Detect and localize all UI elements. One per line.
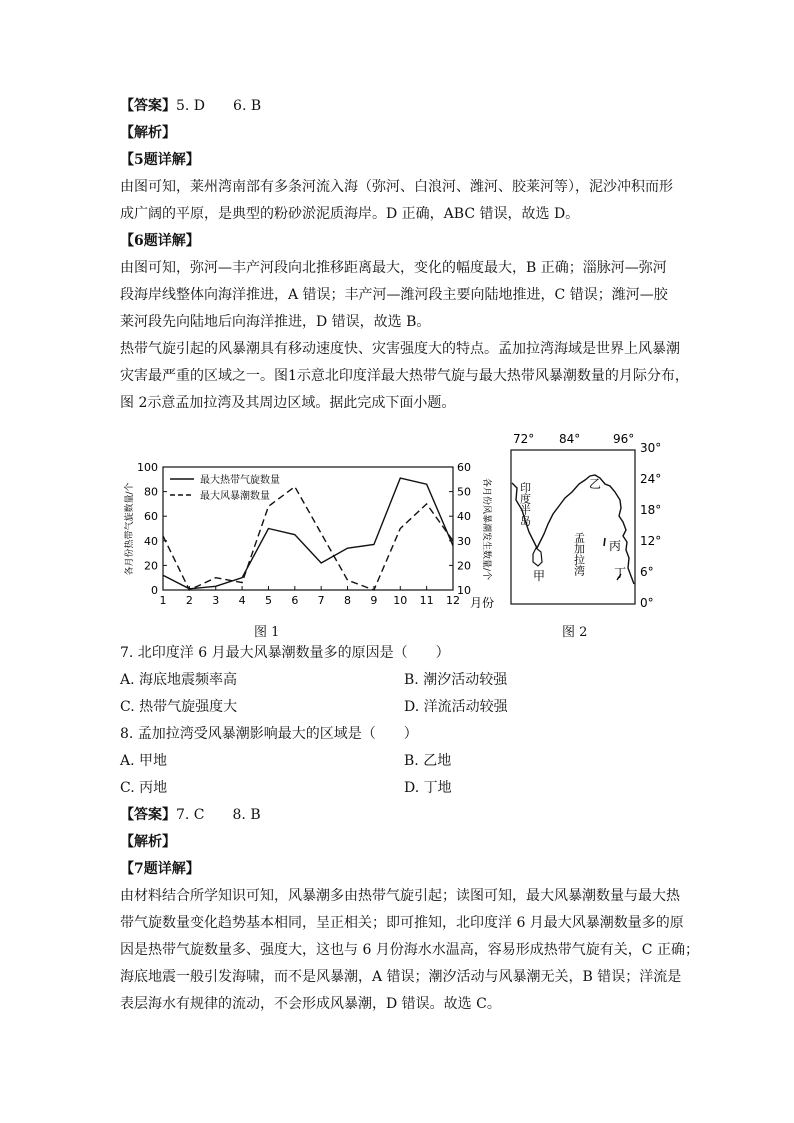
q5-detail-line: 成广阔的平原，是典型的粉砂淤泥质海岸。D 正确，ABC 错误，故选 D。 — [120, 206, 580, 222]
x-tick-label: 1 — [159, 594, 167, 607]
right-tick-label: 60 — [457, 461, 471, 474]
x-tick-label: 10 — [393, 594, 408, 607]
left-tick-label: 40 — [144, 534, 158, 548]
fig1-caption: 图 1 — [254, 625, 280, 640]
place-jia: 甲 — [533, 569, 546, 583]
q7-option-d: D. 洋流活动较强 — [404, 699, 508, 715]
q7-detail-line: 带气旋数量变化趋势基本相同，呈正相关；即可推知，北印度洋 6 月最大风暴潮数量多的原 — [120, 915, 684, 931]
q8-option-a: A. 甲地 — [120, 753, 168, 769]
right-axis-ticks — [449, 461, 471, 597]
legend-surge: 最大风暴潮数量 — [200, 491, 270, 502]
answer-line-2 — [120, 805, 261, 825]
place-yi: 乙 — [589, 477, 602, 491]
fig2-map — [495, 428, 665, 613]
series-storm-surge-line — [163, 487, 453, 590]
legend-cyclone: 最大热带气旋数量 — [200, 475, 280, 486]
q8-stem: 8. 孟加拉湾受风暴潮影响最大的区域是（ ） — [120, 726, 418, 742]
right-tick-label: 10 — [457, 584, 471, 597]
x-tick-label: 12 — [446, 594, 460, 607]
q8-option-c: C. 丙地 — [120, 780, 168, 796]
y-right-label: 各月份风暴潮发生数量/个 — [481, 477, 491, 581]
left-tick-label: 100 — [137, 461, 158, 474]
x-tick-label: 4 — [238, 594, 246, 607]
x-tick-label: 7 — [317, 594, 325, 607]
lat-label: 6° — [640, 565, 654, 579]
q7-stem: 7. 北印度洋 6 月最大风暴潮数量多的原因是（ ） — [120, 645, 450, 661]
place-bing: 丙 — [609, 539, 622, 553]
right-tick-label: 20 — [457, 559, 471, 573]
q7-detail-heading: 【7题详解】 — [120, 861, 200, 877]
x-axis-label: 月份 — [470, 596, 495, 610]
q8-option-b: B. 乙地 — [404, 753, 452, 769]
q7-detail-line: 由材料结合所学知识可知，风暴潮多由热带气旋引起；读图可知，最大风暴潮数量与最大热 — [120, 888, 680, 904]
answer-label: 【答案】 — [120, 807, 176, 823]
lon-label: 96° — [613, 432, 635, 446]
bay-label: 孟加拉湾 — [572, 532, 586, 576]
answer-line-1 — [120, 96, 261, 116]
right-tick-label: 30 — [457, 534, 471, 548]
x-tick-label: 5 — [264, 594, 272, 607]
peninsula-label: 印度半岛 — [518, 482, 532, 526]
q7-detail-line: 海底地震一般引发海啸，而不是风暴潮，A 错误；潮汐活动与风暴潮无关，B 错误；洋流是 — [120, 969, 682, 985]
fig2-caption: 图 2 — [562, 625, 588, 640]
lat-label: 12° — [640, 534, 662, 548]
q7-detail-line: 表层海水有规律的流动，不会形成风暴潮，D 错误。故选 C。 — [120, 996, 501, 1012]
answer-text: 5. D 6. B — [176, 98, 262, 114]
x-tick-label: 8 — [344, 594, 352, 607]
lat-label: 0° — [640, 596, 654, 610]
legend — [170, 473, 280, 502]
intro-line: 灾害最严重的区域之一。图1示意北印度洋最大热带气旋与最大热带风暴潮数量的月际分布， — [120, 368, 689, 384]
place-ding: 丁 — [614, 566, 627, 580]
q7-option-c: C. 热带气旋强度大 — [120, 699, 238, 715]
fig1-chart — [118, 455, 498, 620]
intro-line: 热带气旋引起的风暴潮具有移动速度快、灾害强度大的特点。孟加拉湾海域是世界上风暴潮 — [120, 341, 680, 357]
left-tick-label: 20 — [144, 559, 158, 573]
q6-detail-line: 莱河段先向陆地后向海洋推进，D 错误，故选 B。 — [120, 314, 431, 330]
right-tick-label: 50 — [457, 485, 471, 499]
right-tick-label: 40 — [457, 510, 471, 524]
lat-label: 18° — [640, 503, 662, 517]
x-tick-label: 9 — [370, 594, 378, 607]
q6-detail-line: 由图可知，弥河—丰产河段向北推移距离最大，变化的幅度最大，B 正确；淄脉河—弥河 — [120, 260, 667, 276]
lat-label: 24° — [640, 472, 662, 486]
analysis-heading-1: 【解析】 — [120, 125, 176, 141]
answer-label: 【答案】 — [120, 98, 176, 114]
q6-detail-heading: 【6题详解】 — [120, 233, 200, 249]
lat-label: 30° — [640, 441, 662, 455]
q7-detail-line: 因是热带气旋数量多、强度大，这也与 6 月份海水水温高，容易形成热带气旋有关，C 正确； — [120, 942, 699, 958]
x-axis-ticks — [160, 586, 461, 607]
map-frame — [511, 450, 635, 604]
lon-label: 84° — [559, 432, 581, 446]
y-left-label: 各月份热带气旋数量/个 — [125, 482, 135, 576]
x-tick-label: 3 — [212, 594, 220, 607]
q7-option-a: A. 海底地震频率高 — [120, 672, 238, 688]
x-tick-label: 11 — [419, 594, 434, 607]
left-tick-label: 0 — [151, 584, 158, 597]
q6-detail-line: 段海岸线整体向海洋推进，A 错误；丰产河—潍河段主要向陆地推进，C 错误；潍河—胶 — [120, 287, 668, 303]
q8-option-d: D. 丁地 — [404, 780, 452, 796]
q5-detail-heading: 【5题详解】 — [120, 152, 200, 168]
answer-text: 7. C 8. B — [176, 807, 261, 823]
q5-detail-line: 由图可知，莱州湾南部有多条河流入海（弥河、白浪河、潍河、胶莱河等），泥沙冲积而形 — [120, 179, 673, 195]
sri-lanka-outline — [533, 548, 542, 566]
left-tick-label: 80 — [144, 485, 158, 499]
analysis-heading-2: 【解析】 — [120, 834, 176, 850]
q7-option-b: B. 潮汐活动较强 — [404, 672, 508, 688]
left-tick-label: 60 — [144, 510, 158, 524]
island-mark — [604, 538, 605, 546]
intro-line: 图 2示意孟加拉湾及其周边区域。据此完成下面小题。 — [120, 395, 456, 411]
x-tick-label: 2 — [185, 594, 193, 607]
lon-label: 72° — [513, 432, 535, 446]
x-tick-label: 6 — [291, 594, 299, 607]
